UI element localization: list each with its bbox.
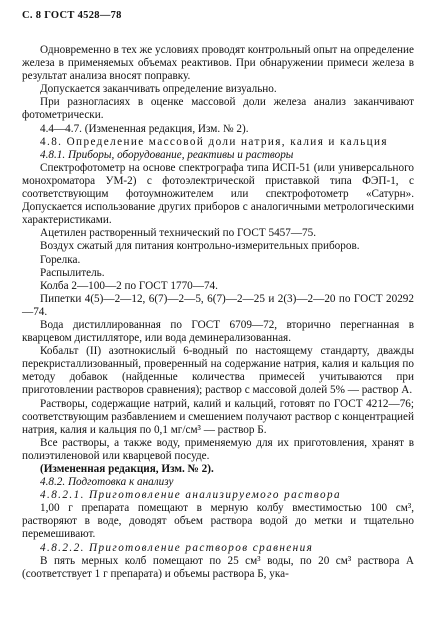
paragraph: Кобальт (II) азотнокислый 6-водный по настоящему стандарту, дважды перекристаллизованный, проверенный на содержание натрия, калия и кальция по методу добавок (найденные количества примесей учитываются при приготовлении растворов сравнения); раствор с массовой долей 5% — раствор А. xyxy=(22,345,414,397)
document-body xyxy=(22,44,414,581)
paragraph: Ацетилен растворенный технический по ГОСТ 5457—75. xyxy=(40,227,317,240)
paragraph: Воздух сжатый для питания контрольно-измерительных приборов. xyxy=(40,240,360,253)
paragraph: При разногласиях в оценке массовой доли железа анализ заканчивают фотометрически. xyxy=(22,96,414,122)
paragraph: Вода дистиллированная по ГОСТ 6709—72, вторично перегнанная в кварцевом дистилляторе, или вода деминерализованная. xyxy=(22,318,414,345)
paragraph: 4.8.2.2. Приготовление растворов сравнения xyxy=(40,541,314,554)
paragraph: В пять мерных колб помещают по 25 см³ воды, по 20 см³ раствора А (соответствует 1 г препарата) и объемы раствора Б, ука- xyxy=(22,554,414,580)
paragraph: Колба 2—100—2 по ГОСТ 1770—74. xyxy=(40,279,218,292)
paragraph: Спектрофотометр на основе спектрографа типа ИСП-51 (или универсального монохроматора УМ-2) с фотоэлектрической приставкой типа ФЭП-1, с соответствующим фотоумножителем или спектрофотометр «Сатурн». Допускается использование других приборов с аналогичными метрологическими характеристиками. xyxy=(22,161,414,227)
paragraph: 4.8.2. Подготовка к анализу xyxy=(40,476,174,489)
paragraph: 4.8.1. Приборы, оборудование, реактивы и растворы xyxy=(40,148,294,161)
paragraph: Допускается заканчивать определение визуально. xyxy=(40,83,277,96)
paragraph: Все растворы, а также воду, применяемую для их приготовления, хранят в полиэтиленовой или кварцевой посуде. xyxy=(22,436,414,462)
paragraph: (Измененная редакция, Изм. № 2). xyxy=(40,463,214,475)
paragraph: 4.8.2.1. Приготовление анализируемого раствора xyxy=(40,489,342,502)
paragraph: Пипетки 4(5)—2—12, 6(7)—2—5, 6(7)—2—25 и 2(3)—2—20 по ГОСТ 20292—74. xyxy=(22,292,414,318)
paragraph: Растворы, содержащие натрий, калий и кальций, готовят по ГОСТ 4212—76; соответствующим разбавлением и смешением получают раствор с концентрацией натрия, калия и кальция по 0,1 мг/см³ — раствор Б. xyxy=(22,397,414,436)
paragraph: 4.4—4.7. (Измененная редакция, Изм. № 2). xyxy=(40,122,249,135)
paragraph: 1,00 г препарата помещают в мерную колбу вместимостью 100 см³, растворяют в воде, доводят объем раствора водой до метки и тщательно перемешивают. xyxy=(22,502,414,541)
paragraph: Распылитель. xyxy=(40,266,105,279)
paragraph: Одновременно в тех же условиях проводят контрольный опыт на определение железа в применяемых объемах реактивов. При обнаружении примеси железа в результат анализа вносят поправку. xyxy=(22,44,414,83)
paragraph: 4.8. Определение массовой доли натрия, калия и кальция xyxy=(40,135,388,148)
page-header: С. 8 ГОСТ 4528—78 xyxy=(22,10,122,21)
paragraph: Горелка. xyxy=(40,253,81,266)
